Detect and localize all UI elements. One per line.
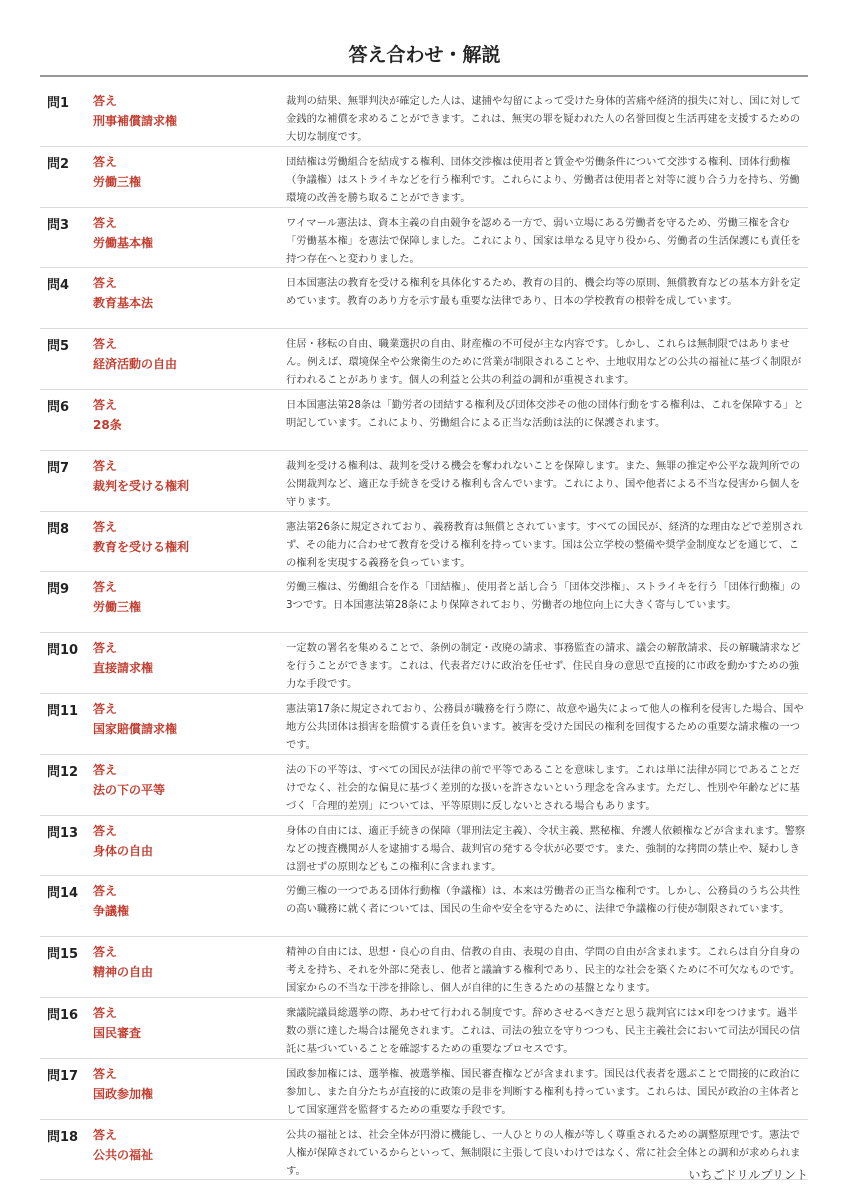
answer-label: 答え bbox=[93, 215, 118, 230]
answer-label: 答え bbox=[93, 884, 118, 899]
answer-row bbox=[40, 572, 808, 633]
answer-label: 答え bbox=[93, 762, 118, 777]
answer-row bbox=[40, 208, 808, 269]
question-number: 問12 bbox=[47, 764, 79, 780]
answer-row bbox=[40, 937, 808, 998]
answer-label: 答え bbox=[93, 337, 118, 352]
answer-label: 答え bbox=[93, 580, 118, 595]
answer-label: 答え bbox=[93, 458, 118, 473]
answer-label: 答え bbox=[93, 1066, 118, 1081]
question-number: 問8 bbox=[47, 521, 70, 537]
explanation-text: 国政参加権には、選挙権、被選挙権、国民審査権などが含まれます。国民は代表者を選ぶことで間接的に政治に参加し、また自分たちが直接的に政策の是非を判断する権利も持っています。これらは、国民が政治の主体者として国家運営を監督するための重要な手段です。 bbox=[286, 1067, 801, 1116]
explanation-text: 日本国憲法の教育を受ける権利を具体化するため、教育の目的、機会均等の原則、無償教育などの基本方針を定めています。教育のあり方を示す最も重要な法律であり、日本の学校教育の根幹を成しています。 bbox=[286, 277, 801, 308]
answer-row bbox=[40, 451, 808, 512]
question-number: 問18 bbox=[47, 1129, 79, 1145]
question-number: 問4 bbox=[47, 278, 70, 294]
explanation-text: ワイマール憲法は、資本主義の自由競争を認める一方で、弱い立場にある労働者を守るため、労働三権を含む「労働基本権」を憲法で保障しました。これにより、国家は単なる見守り役から、労働者の生活保護にも責任を持つ存在へと変わりました。 bbox=[286, 216, 801, 265]
explanation-text: 裁判の結果、無罪判決が確定した人は、逮捕や勾留によって受けた身体的苦痛や経済的損失に対し、国に対して金銭的な補償を求めることができます。これは、無実の罪を疑われた人の名誉回復と生活再建を支援するための大切な制度です。 bbox=[286, 95, 801, 143]
question-number: 問15 bbox=[47, 947, 79, 963]
question-number: 問16 bbox=[47, 1007, 79, 1023]
answer-text: 裁判を受ける権利 bbox=[93, 478, 190, 493]
answer-row bbox=[40, 1059, 808, 1120]
answer-text: 教育基本法 bbox=[93, 296, 154, 311]
answer-label: 答え bbox=[93, 397, 118, 412]
answer-row bbox=[40, 998, 808, 1059]
question-number: 問14 bbox=[47, 886, 79, 902]
question-number: 問11 bbox=[47, 703, 79, 719]
answer-row bbox=[40, 694, 808, 755]
question-number: 問1 bbox=[47, 96, 70, 111]
explanation-text: 一定数の署名を集めることで、条例の制定・改廃の請求、事務監査の請求、議会の解散請求、長の解職請求などを行うことができます。これは、代表者だけに政治を任せず、住民自身の意思で直接的に市政を動かすための強力な手段です。 bbox=[286, 642, 801, 691]
explanation-text: 団結権は労働組合を結成する権利、団体交渉権は使用者と賃金や労働条件について交渉する権利、団体行動権（争議権）はストライキなどを行う権利です。これらにより、労働者は使用者と対等に渡り合う力を持ち、労働環境の改善を勝ち取ることができます。 bbox=[286, 155, 800, 204]
explanation-text: 衆議院議員総選挙の際、あわせて行われる制度です。辞めさせるべきだと思う裁判官には×印をつけます。過半数の票に達した場合は罷免されます。これは、司法の独立を守りつつも、民主主義社会において司法が国民の信託に基づいていることを確認するための重要なプロセスです。 bbox=[286, 1006, 801, 1055]
page-title: 答え合わせ・解説 bbox=[348, 44, 501, 66]
question-number: 問5 bbox=[47, 339, 70, 355]
explanation-text: 憲法第17条に規定されており、公務員が職務を行う際に、故意や過失によって他人の権利を侵害した場合、国や地方公共団体は損害を賠償する責任を負います。被害を受けた国民の権利を回復するための重要な請求権の一つです。 bbox=[286, 702, 804, 751]
answer-text: 国政参加権 bbox=[93, 1086, 154, 1101]
explanation-text: 憲法第26条に規定されており、義務教育は無償とされています。すべての国民が、経済的な理由などで差別されず、その能力に合わせて教育を受ける権利を持っています。国は公立学校の整備や奨学金制度などを通じて、この権利を実現する義務を負っています。 bbox=[286, 520, 803, 569]
explanation-text: 労働三権は、労働組合を作る「団結権」、使用者と話し合う「団体交渉権」、ストライキを行う「団体行動権」の3つです。日本国憲法第28条により保障されており、労働者の地位向上に大きく寄与しています。 bbox=[286, 581, 801, 612]
explanation-text: 身体の自由には、適正手続きの保障（罪刑法定主義）、令状主義、黙秘権、弁護人依頼権などが含まれます。警察などの捜査機関が人を逮捕する場合、裁判官の発する令状が必要です。また、強制的な拷問の禁止や、疑わしきは罰せずの原則などもこの権利に含まれます。 bbox=[286, 824, 806, 873]
answer-text: 精神の自由 bbox=[93, 965, 154, 980]
answer-row bbox=[40, 390, 808, 451]
answer-text: 28条 bbox=[93, 417, 122, 432]
answer-row bbox=[40, 876, 808, 937]
answer-text: 争議権 bbox=[93, 904, 130, 919]
answer-text: 教育を受ける権利 bbox=[93, 539, 190, 554]
answer-label: 答え bbox=[93, 701, 118, 716]
question-number: 問9 bbox=[47, 582, 70, 598]
explanation-text: 公共の福祉とは、社会全体が円滑に機能し、一人ひとりの人権が等しく尊重されるための調整原理です。憲法で人権が保障されているからといって、無制限に主張して良いわけではなく、常に社会全体との調和が求められます。 bbox=[286, 1128, 801, 1177]
explanation-text: 法の下の平等は、すべての国民が法律の前で平等であることを意味します。これは単に法律が同じであることだけでなく、社会的な偏見に基づく差別的な扱いを許さないという理念を含みます。ただし、性別や年齢などに基づく「合理的差別」については、平等原則に反しないとされる場合もあります。 bbox=[286, 763, 800, 812]
answer-row bbox=[40, 329, 808, 390]
answer-text: 労働三権 bbox=[93, 600, 142, 615]
answer-row bbox=[40, 86, 808, 147]
answer-text: 労働基本権 bbox=[93, 235, 154, 250]
explanation-text: 精神の自由には、思想・良心の自由、信教の自由、表現の自由、学問の自由が含まれます。これらは自分自身の考えを持ち、それを外部に発表し、他者と議論する権利であり、民主的な社会を築くために不可欠なものです。国家からの不当な干渉を排除し、個人が自律的に生きるための基盤となります。 bbox=[286, 946, 801, 995]
answer-text: 労働三権 bbox=[93, 174, 142, 189]
answer-label: 答え bbox=[93, 641, 118, 656]
answer-label: 答え bbox=[93, 1005, 118, 1020]
explanation-text: 日本国憲法第28条は「勤労者の団結する権利及び団体交渉その他の団体行動をする権利は、これを保障する」と明記しています。これにより、労働組合による正当な活動は法的に保護されます。 bbox=[286, 398, 804, 429]
footer-brand: いちごドリルプリント bbox=[688, 1168, 808, 1182]
answer-text: 国民審査 bbox=[93, 1025, 142, 1040]
answer-row bbox=[40, 633, 808, 694]
question-number: 問17 bbox=[47, 1068, 79, 1084]
answer-row bbox=[40, 147, 808, 208]
answer-text: 身体の自由 bbox=[93, 843, 154, 858]
question-number: 問7 bbox=[47, 460, 70, 476]
answer-text: 公共の福祉 bbox=[93, 1147, 154, 1162]
explanation-text: 住居・移転の自由、職業選択の自由、財産権の不可侵が主な内容です。しかし、これらは無制限ではありません。例えば、環境保全や公衆衛生のために営業が制限されることや、土地収用などの公共の福祉に基づく制限が行われることがあります。個人の利益と公共の利益の調和が重視されます。 bbox=[286, 338, 802, 387]
answer-label: 答え bbox=[93, 154, 118, 169]
answer-text: 法の下の平等 bbox=[93, 782, 166, 797]
answer-label: 答え bbox=[93, 823, 118, 838]
explanation-text: 労働三権の一つである団体行動権（争議権）は、本来は労働者の正当な権利です。しかし、公務員のうち公共性の高い職務に就く者については、国民の生命や安全を守るために、法律で争議権の行使が制限されています。 bbox=[286, 885, 801, 916]
question-number: 問6 bbox=[47, 399, 70, 415]
answer-list bbox=[40, 86, 808, 1180]
answer-text: 刑事補償請求権 bbox=[93, 114, 178, 128]
answer-label: 答え bbox=[93, 276, 118, 291]
answer-label: 答え bbox=[93, 94, 118, 108]
explanation-text: 裁判を受ける権利は、裁判を受ける機会を奪われないことを保障します。また、無罪の推定や公平な裁判所での公開裁判など、適正な手続きを受ける権利も含んでいます。これにより、国や他者による不当な侵害から個人を守ります。 bbox=[286, 459, 801, 508]
question-number: 問3 bbox=[47, 217, 70, 233]
question-number: 問2 bbox=[47, 156, 70, 172]
title-divider bbox=[40, 75, 808, 77]
answer-text: 経済活動の自由 bbox=[93, 357, 178, 372]
answer-text: 国家賠償請求権 bbox=[93, 721, 178, 736]
answer-row bbox=[40, 512, 808, 573]
question-number: 問10 bbox=[47, 643, 79, 659]
answer-label: 答え bbox=[93, 519, 118, 534]
answer-row bbox=[40, 268, 808, 329]
answer-row bbox=[40, 816, 808, 877]
answer-text: 直接請求権 bbox=[93, 661, 154, 676]
answer-row bbox=[40, 755, 808, 816]
answer-label: 答え bbox=[93, 1127, 118, 1142]
question-number: 問13 bbox=[47, 825, 79, 841]
answer-label: 答え bbox=[93, 945, 118, 960]
